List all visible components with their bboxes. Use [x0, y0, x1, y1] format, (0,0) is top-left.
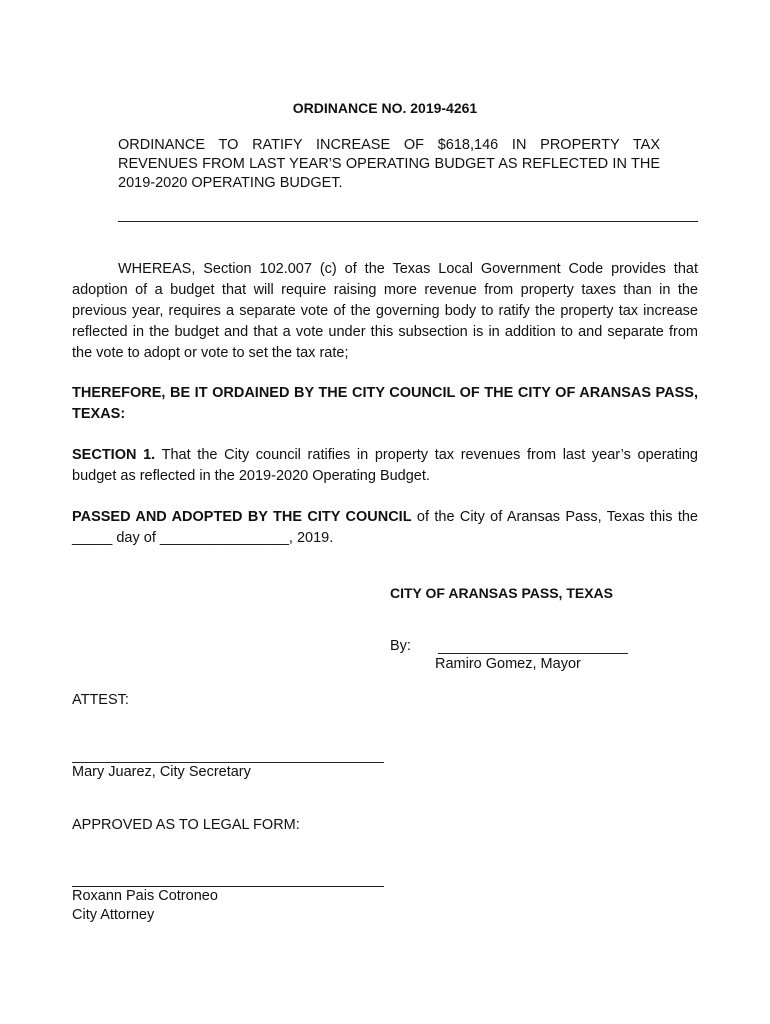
title-divider [118, 221, 698, 222]
passed-adopted-label: PASSED AND ADOPTED BY THE CITY COUNCIL [72, 509, 412, 525]
section-1-text: That the City council ratifies in property tax revenues from last year’s operating budget as reflected in the 2019-2020 Operating Budget. [72, 447, 698, 484]
passed-text-2: day of [116, 530, 156, 546]
secretary-signature-line [72, 762, 384, 763]
attorney-title: City Attorney [72, 907, 155, 923]
day-blank: _____ [72, 530, 113, 546]
passed-adopted-paragraph [72, 507, 698, 549]
therefore-paragraph: THEREFORE, BE IT ORDAINED BY THE CITY COUNCIL OF THE CITY OF ARANSAS PASS, TEXAS: [72, 385, 698, 422]
section-1-paragraph [72, 445, 698, 487]
whereas-paragraph: WHEREAS, Section 102.007 (c) of the Texas Local Government Code provides that adoption of a budget that will require raising more revenue from property taxes than in the previous year, requires a separate vote of the governing body to ratify the property tax increase reflected in the budget and that a vote under this subsection is in addition to and separate from the vote to adopt or vote to set the tax rate; [72, 261, 698, 361]
secretary-name: Mary Juarez, City Secretary [72, 764, 251, 780]
city-heading: CITY OF ARANSAS PASS, TEXAS [390, 585, 613, 601]
attorney-name: Roxann Pais Cotroneo [72, 888, 218, 904]
approved-label: APPROVED AS TO LEGAL FORM: [72, 817, 300, 833]
mayor-signature-line [438, 653, 628, 654]
attest-label: ATTEST: [72, 692, 129, 708]
month-blank: ________________ [159, 530, 289, 546]
passed-text-1: of the City of Aransas Pass, Texas this the [416, 509, 699, 525]
mayor-name: Ramiro Gomez, Mayor [435, 656, 581, 672]
ordinance-subtitle: ORDINANCE TO RATIFY INCREASE OF $618,146 IN PROPERTY TAX REVENUES FROM LAST YEAR’S OPERATING BUDGET AS REFLECTED IN THE 2019-2020 OPERATING BUDGET. [118, 137, 660, 191]
by-label: By: [390, 638, 411, 654]
section-1-label: SECTION 1. [72, 447, 156, 463]
attorney-signature-line [72, 886, 384, 887]
passed-text-3: , 2019. [288, 530, 334, 546]
ordinance-title: ORDINANCE NO. 2019-4261 [292, 100, 478, 116]
